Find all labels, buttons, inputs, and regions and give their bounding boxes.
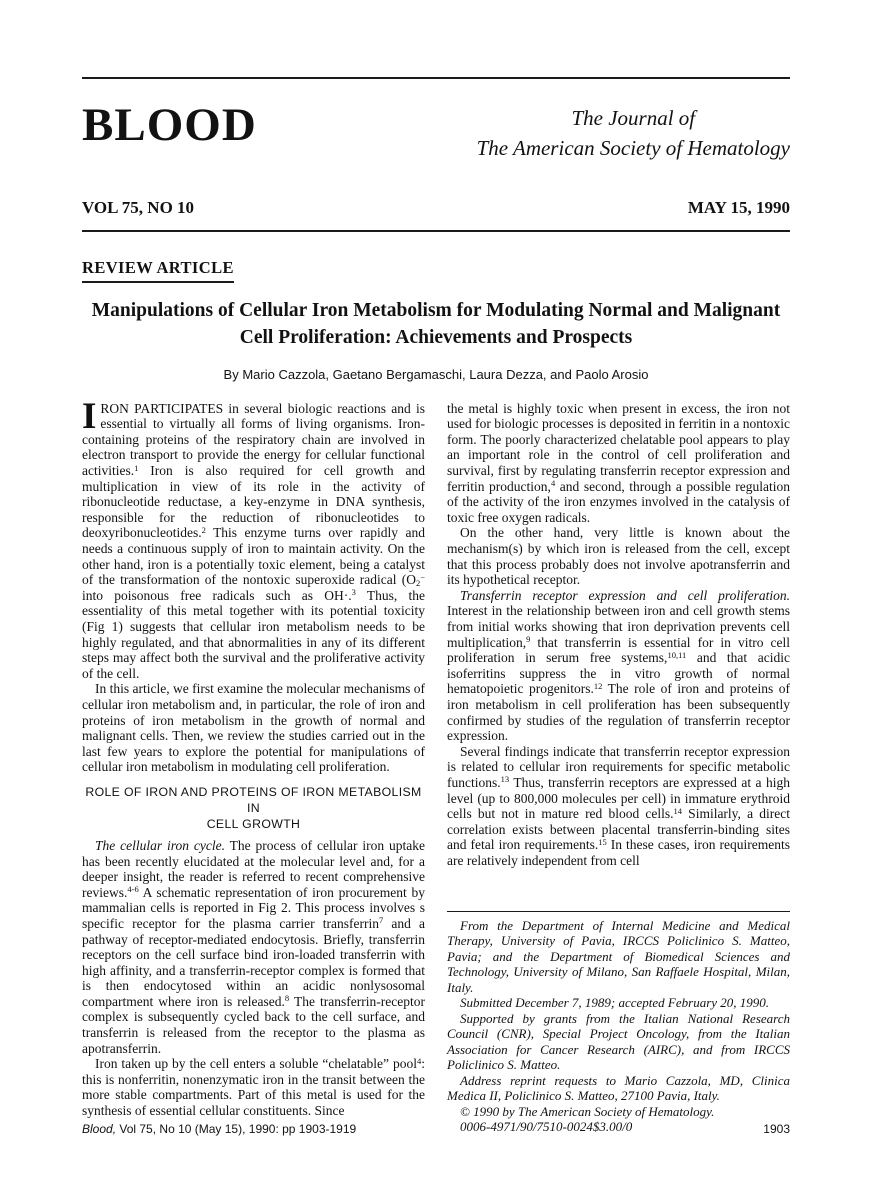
article-kicker: REVIEW ARTICLE (82, 258, 234, 283)
reference-superscript: − (420, 571, 425, 582)
article-title-line2: Cell Proliferation: Achievements and Prospects (239, 326, 633, 348)
text-segment: Several findings indicate that transferrin receptor expression is related to cellular iron requirements for specific metabolic functions. (447, 743, 790, 790)
body-paragraph (447, 588, 790, 744)
italic-lead: The cellular iron cycle. (95, 837, 225, 853)
text-segment: The role of iron and proteins of iron metabolism in cell proliferation has been subsequently confirmed by studies of the regulation of transferrin receptor expression. (447, 681, 790, 744)
reference-superscript: 15 (598, 836, 607, 847)
footer-citation (82, 1122, 356, 1136)
article-title (82, 298, 790, 352)
reference-superscript: 14 (673, 805, 683, 816)
footnote-line: Address reprint requests to Mario Cazzola, MD, Clinica Medica II, Policlinico S. Matteo, 27100 Pavia, Italy. (447, 1072, 790, 1103)
footnote-line: 0006-4971/90/7510-0024$3.00/0 (460, 1119, 633, 1134)
volume-row (82, 198, 790, 218)
footnote-line: © 1990 by The American Society of Hematology. (460, 1103, 715, 1119)
footnote-line: Supported by grants from the Italian National Research Council (CNR), Special Project Oncology, from the Italian Association for Cancer Research (AIRC), and from IRCCS Policlinico S. Matteo. (447, 1010, 790, 1072)
text-segment: On the other hand, very little is known about the mechanism(s) by which iron is released from the cell, except that this process probably does not involve apotransferrin and its hypothetical receptor. (447, 525, 790, 588)
text-segment: into poisonous free radicals such as OH·. (82, 587, 352, 603)
masthead-subtitle (477, 103, 790, 164)
body-paragraph (82, 838, 425, 1056)
drop-cap: I (82, 395, 97, 437)
top-rule (82, 77, 790, 79)
section-heading-line: ROLE OF IRON AND PROTEINS OF IRON METABOLISM IN (85, 784, 422, 815)
reference-superscript: 1 (134, 462, 139, 473)
text-segment: The process of cellular iron uptake has been recently elucidated at the molecular level and, for a deeper insight, the reader is referred to recent comprehensive reviews. (82, 837, 425, 900)
article-title-line1: Manipulations of Cellular Iron Metabolism for Modulating Normal and Malignant (91, 299, 781, 321)
reference-superscript: 8 (284, 993, 290, 1004)
text-segment: and second, through a possible regulation of the activity of the iron enzymes involved in the catalysis of toxic free oxygen radicals. (447, 478, 790, 525)
body-paragraph (447, 401, 790, 526)
reference-superscript: 10,11 (667, 649, 687, 660)
body-paragraph (82, 395, 425, 682)
text-segment: A schematic representation of iron procurement by mammalian cells is reported in Fig 2. This process involves s specific receptor for the plasma carrier transferrin (82, 884, 425, 931)
volume-number: VOL 75, NO 10 (82, 197, 195, 217)
footnote-line: Submitted December 7, 1989; accepted February 20, 1990. (460, 995, 770, 1010)
footer-journal-name: Blood, (82, 1122, 117, 1136)
text-segment: RON PARTICIPATES in several biologic reactions and is essential to virtually all forms of living organisms. Iron-containing proteins of the respiratory chain are involved in electron transport to provide the energy for cellular functional activities. (82, 400, 425, 479)
text-segment: : this is nonferritin, nonenzymatic iron in the transit between the more stable compartments. Part of this metal is used for the synthesis of essential cellular constituents. Since (82, 1056, 425, 1119)
reference-superscript: 13 (500, 774, 510, 785)
text-segment: In these cases, iron requirements are relatively independent from cell (447, 837, 790, 868)
reference-superscript: 2 (201, 524, 206, 535)
text-segment: that transferrin is essential for in vitro cell proliferation in serum free systems, (447, 634, 790, 666)
page-footer (82, 1122, 790, 1136)
mid-rule (82, 230, 790, 232)
body-paragraph (447, 744, 790, 869)
text-segment: and a pathway of receptor-mediated endocytosis. Briefly, transferrin receptors on the cell surface bind iron-loaded transferrin with high affinity, and a transferrin-receptor complex is formed that is then endocytosed within an acidic nonlysosomal compartment where iron is released. (82, 915, 426, 1009)
footnote-line: From the Department of Internal Medicine and Medical Therapy, University of Pavia, IRCCS Policlinico S. Matteo, Pavia; and the Department of Biomedical Sciences and Technology, University of Milano, San Raffaele Hospital, Milan, Italy. (447, 917, 790, 995)
author-footnote (447, 911, 790, 1135)
footer-citation-rest: Vol 75, No 10 (May 15), 1990: pp 1903-1919 (116, 1122, 357, 1136)
text-segment: Thus, the essentiality of this metal together with its potential toxicity (Fig 1) suggests that cellular iron metabolism needs to be highly regulated, and that abnormalities in any of its different steps may affect both the survival and the proliferative activity of the cell. (82, 587, 425, 681)
italic-lead: Transferrin receptor expression and cell proliferation. (460, 587, 790, 603)
text-segment: 2 (415, 578, 421, 589)
section-heading-line: CELL GROWTH (206, 816, 301, 831)
text-segment: This enzyme turns over rapidly and needs a continuous supply of iron to maintain activity. On the other hand, iron is a potentially toxic element, being a catalyst of the transformation of the nontoxic superoxide radical (O (82, 525, 425, 588)
article-body (82, 395, 790, 1135)
left-column (82, 395, 426, 1135)
body-paragraph (82, 681, 425, 775)
body-paragraph (447, 525, 790, 587)
kicker-wrap (82, 258, 790, 283)
text-segment: Thus, transferrin receptors are expressed at a high level (up to 800,000 molecules per cell) in immature erythroid cells but not in mature red blood cells. (447, 774, 790, 822)
reference-superscript: 3 (351, 587, 356, 598)
right-column (447, 401, 790, 1135)
text-segment: The transferrin-receptor complex is subsequently cycled back to the cell surface, and transferrin is released from the receptor to the plasma as apotransferrin. (82, 993, 425, 1056)
masthead (82, 101, 790, 164)
text-segment: Interest in the relationship between iron and cell growth stems from initial works showing that iron deprivation prevents cell multiplication, (447, 603, 790, 650)
text-segment: and that acidic isoferritins suppress the in vitro growth of normal hematopoietic progenitors. (447, 650, 790, 697)
masthead-line2: The American Society of Hematology (476, 136, 790, 161)
text-segment: Iron is also required for cell growth and multiplication in view of its role in the activity of ribonucleotide reductase, a key-enzyme in DNA synthesis, responsible for the reduction of ribonucleotides to deoxyribonucleotides. (82, 463, 425, 541)
journal-logo: BLOOD (82, 99, 257, 151)
masthead-line1: The Journal of (571, 106, 696, 130)
reference-superscript: 4 (550, 478, 556, 489)
body-paragraph (82, 1056, 425, 1118)
reference-superscript: 12 (593, 680, 603, 691)
reference-superscript: 7 (378, 915, 384, 926)
text-segment: In this article, we first examine the molecular mechanisms of cellular iron metabolism and, in particular, the role of iron and proteins of iron metabolism in the growth of normal and malignant cells. Then, we review the studies carried out in the last few years to explore the potential for manipulations of cellular iron metabolism in modulating cell proliferation. (82, 681, 425, 775)
issue-date: MAY 15, 1990 (687, 197, 790, 217)
text-segment: Iron taken up by the cell enters a soluble “chelatable” pool (95, 1056, 417, 1072)
reference-superscript: 9 (526, 634, 531, 645)
text-segment: Similarly, a direct correlation exists between placental transferrin-binding sites and fetal iron requirements. (447, 806, 790, 853)
text-segment: the metal is highly toxic when present in excess, the iron not used for biologic processes is deposited in ferritin in a nontoxic form. The poorly characterized chelatable pool appears to play an important role in the control of cell proliferation and survival, first by regulating transferrin receptor expression and ferritin production, (447, 400, 790, 494)
page-number: 1903 (763, 1122, 790, 1136)
reference-superscript: 4-6 (127, 884, 139, 895)
section-heading (82, 784, 425, 832)
reference-superscript: 4 (416, 1055, 422, 1066)
article-byline: By Mario Cazzola, Gaetano Bergamaschi, Laura Dezza, and Paolo Arosio (223, 366, 649, 382)
